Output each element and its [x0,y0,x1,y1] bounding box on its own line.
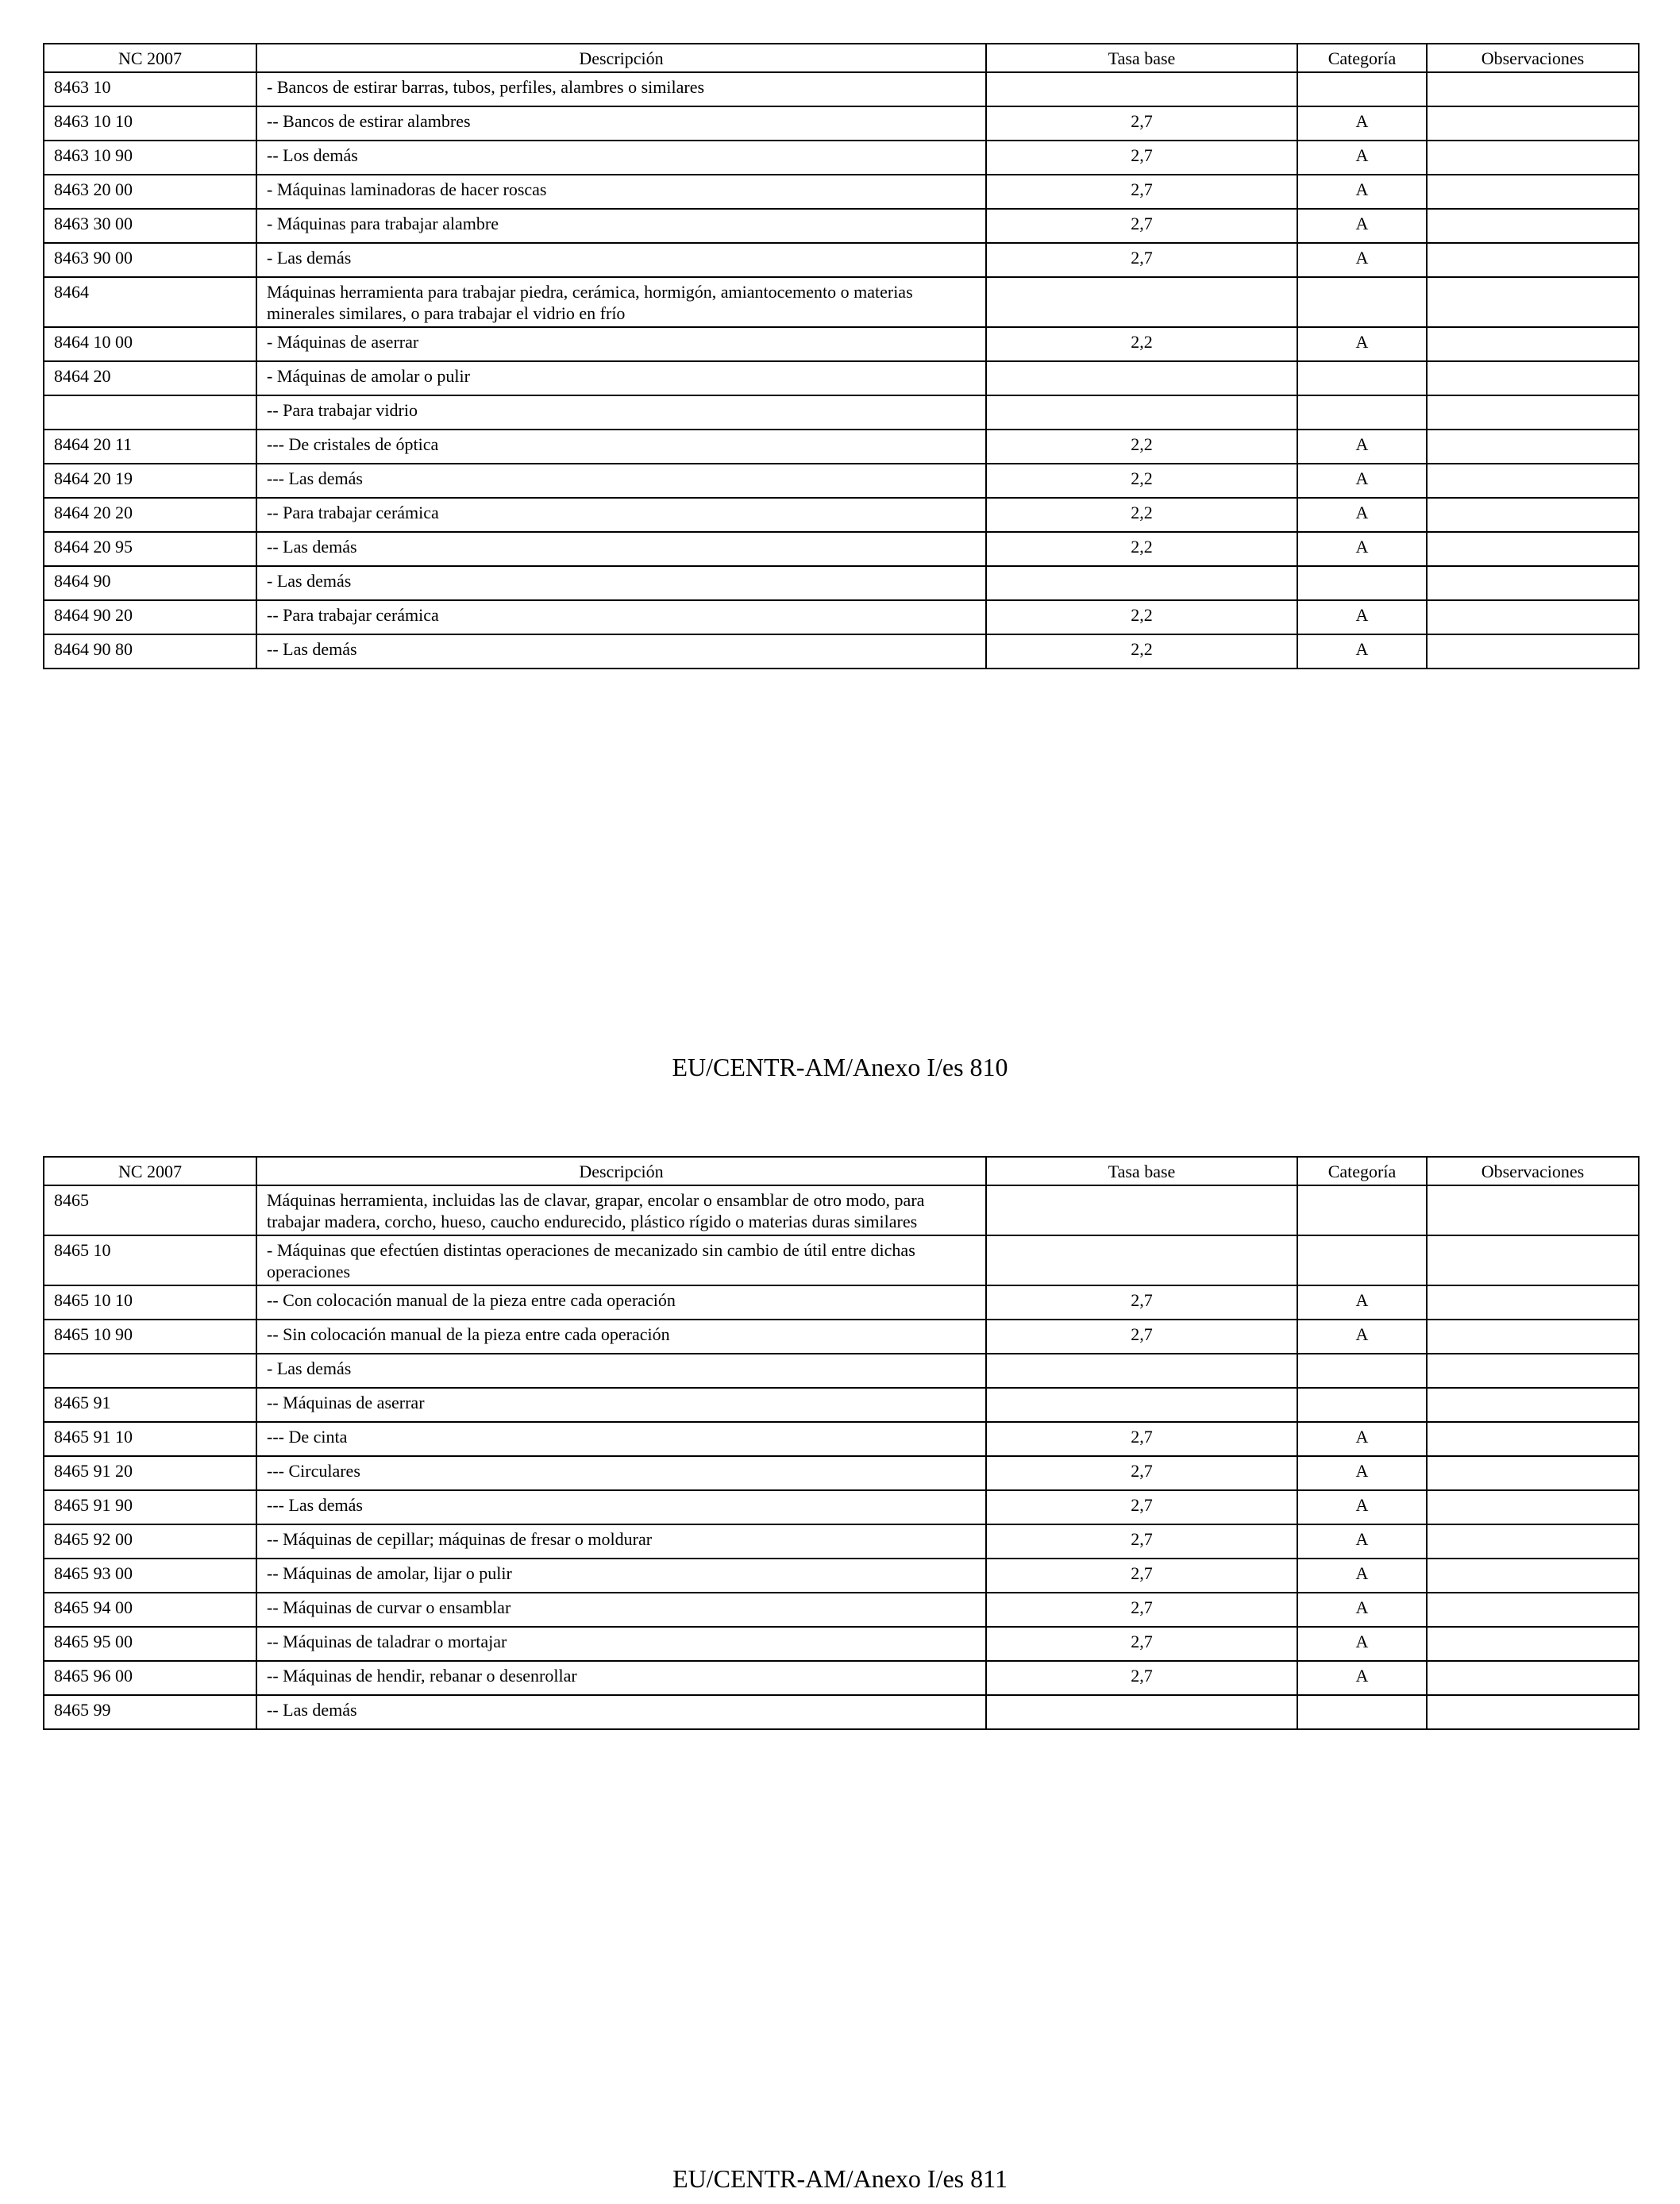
table-row [44,1524,1639,1559]
cell-description: --- Las demás [256,1490,986,1524]
header-base-rate: Tasa base [986,44,1297,72]
table-row [44,600,1639,634]
cell-description: -- Sin colocación manual de la pieza entre cada operación [256,1320,986,1354]
cell-description: Máquinas herramienta, incluidas las de clavar, grapar, encolar o ensamblar de otro modo, para trabajar madera, corcho, hueso, caucho endurecido, plástico rígido o materias duras similares [256,1185,986,1235]
table-row [44,634,1639,669]
header-description: Descripción [256,44,986,72]
cell-nc-code [44,1354,256,1388]
table-row [44,175,1639,209]
cell-category: A [1297,498,1427,532]
cell-base-rate [986,277,1297,327]
cell-base-rate: 2,7 [986,1524,1297,1559]
table-header-row [44,1157,1639,1185]
cell-base-rate: 2,7 [986,1490,1297,1524]
table-row [44,1422,1639,1456]
cell-base-rate [986,1235,1297,1285]
cell-nc-code: 8464 20 [44,361,256,395]
cell-nc-code [44,395,256,430]
table-row [44,1695,1639,1729]
cell-description: - Máquinas de aserrar [256,327,986,361]
table-row [44,1235,1639,1285]
cell-nc-code: 8465 91 [44,1388,256,1422]
table-row [44,1185,1639,1235]
cell-observations [1427,1593,1639,1627]
cell-observations [1427,498,1639,532]
cell-nc-code: 8465 [44,1185,256,1235]
cell-nc-code: 8465 91 20 [44,1456,256,1490]
cell-description: -- Máquinas de curvar o ensamblar [256,1593,986,1627]
table-body [44,72,1639,669]
cell-category [1297,1185,1427,1235]
cell-observations [1427,395,1639,430]
cell-category: A [1297,1524,1427,1559]
cell-nc-code: 8463 90 00 [44,243,256,277]
cell-nc-code: 8465 92 00 [44,1524,256,1559]
header-category: Categoría [1297,1157,1427,1185]
table-header-row [44,44,1639,72]
cell-description: -- Para trabajar cerámica [256,498,986,532]
cell-description: - Las demás [256,1354,986,1388]
cell-observations [1427,532,1639,566]
cell-category: A [1297,327,1427,361]
cell-base-rate [986,72,1297,106]
cell-base-rate: 2,7 [986,1593,1297,1627]
cell-category [1297,1235,1427,1285]
cell-category: A [1297,1627,1427,1661]
cell-category [1297,1695,1427,1729]
cell-observations [1427,327,1639,361]
table-row [44,1354,1639,1388]
cell-observations [1427,1627,1639,1661]
cell-base-rate: 2,2 [986,464,1297,498]
cell-base-rate: 2,7 [986,1320,1297,1354]
cell-nc-code: 8465 95 00 [44,1627,256,1661]
cell-category: A [1297,1285,1427,1320]
cell-observations [1427,1422,1639,1456]
table-row [44,141,1639,175]
cell-observations [1427,243,1639,277]
cell-category: A [1297,106,1427,141]
cell-nc-code: 8465 91 10 [44,1422,256,1456]
cell-description: -- Máquinas de taladrar o mortajar [256,1627,986,1661]
cell-description: -- Máquinas de hendir, rebanar o desenrollar [256,1661,986,1695]
cell-description: - Máquinas para trabajar alambre [256,209,986,243]
table-row [44,1388,1639,1422]
cell-base-rate: 2,2 [986,430,1297,464]
page-footer-810: EU/CENTR-AM/Anexo I/es 810 [672,1053,1008,1081]
cell-description: -- Máquinas de cepillar; máquinas de fresar o moldurar [256,1524,986,1559]
cell-base-rate [986,1185,1297,1235]
header-observations: Observaciones [1427,44,1639,72]
cell-description: -- Las demás [256,1695,986,1729]
cell-category [1297,1388,1427,1422]
cell-nc-code: 8465 96 00 [44,1661,256,1695]
cell-observations [1427,430,1639,464]
cell-nc-code: 8463 10 [44,72,256,106]
cell-description: -- Máquinas de amolar, lijar o pulir [256,1559,986,1593]
cell-description: - Las demás [256,566,986,600]
cell-category [1297,395,1427,430]
cell-observations [1427,72,1639,106]
cell-nc-code: 8463 20 00 [44,175,256,209]
cell-category: A [1297,175,1427,209]
cell-observations [1427,464,1639,498]
cell-nc-code: 8464 10 00 [44,327,256,361]
cell-observations [1427,634,1639,669]
table-row [44,361,1639,395]
table-row [44,1593,1639,1627]
cell-observations [1427,141,1639,175]
cell-category: A [1297,1593,1427,1627]
cell-observations [1427,566,1639,600]
cell-description: -- Para trabajar vidrio [256,395,986,430]
cell-observations [1427,106,1639,141]
header-nc: NC 2007 [44,1157,256,1185]
tariff-table-page-810 [43,43,1640,669]
cell-base-rate: 2,7 [986,1661,1297,1695]
cell-observations [1427,361,1639,395]
cell-description: -- Máquinas de aserrar [256,1388,986,1422]
cell-category: A [1297,464,1427,498]
cell-description: --- De cinta [256,1422,986,1456]
cell-observations [1427,1559,1639,1593]
cell-observations [1427,277,1639,327]
cell-base-rate: 2,7 [986,141,1297,175]
cell-description: - Bancos de estirar barras, tubos, perfiles, alambres o similares [256,72,986,106]
page-footer-811: EU/CENTR-AM/Anexo I/es 811 [672,2164,1008,2193]
cell-category: A [1297,1422,1427,1456]
cell-nc-code: 8464 20 20 [44,498,256,532]
cell-base-rate: 2,7 [986,1559,1297,1593]
cell-base-rate: 2,7 [986,1285,1297,1320]
table-row [44,1456,1639,1490]
cell-description: --- De cristales de óptica [256,430,986,464]
cell-base-rate: 2,2 [986,532,1297,566]
table-row [44,395,1639,430]
cell-base-rate: 2,7 [986,1422,1297,1456]
cell-nc-code: 8464 90 [44,566,256,600]
cell-nc-code: 8465 99 [44,1695,256,1729]
cell-base-rate: 2,7 [986,1627,1297,1661]
cell-description: --- Las demás [256,464,986,498]
header-base-rate: Tasa base [986,1157,1297,1185]
cell-description: - Máquinas de amolar o pulir [256,361,986,395]
table-row [44,430,1639,464]
cell-category [1297,1354,1427,1388]
cell-base-rate [986,566,1297,600]
cell-nc-code: 8465 94 00 [44,1593,256,1627]
cell-observations [1427,1285,1639,1320]
cell-nc-code: 8463 10 90 [44,141,256,175]
cell-category: A [1297,430,1427,464]
table-row [44,1661,1639,1695]
cell-category [1297,566,1427,600]
cell-base-rate: 2,7 [986,209,1297,243]
table-row [44,277,1639,327]
header-nc: NC 2007 [44,44,256,72]
table-row [44,566,1639,600]
cell-nc-code: 8464 20 11 [44,430,256,464]
cell-nc-code: 8465 10 [44,1235,256,1285]
cell-nc-code: 8465 93 00 [44,1559,256,1593]
cell-observations [1427,1490,1639,1524]
table-row [44,498,1639,532]
cell-description: Máquinas herramienta para trabajar piedra, cerámica, hormigón, amiantocemento o materias minerales similares, o para trabajar el vidrio en frío [256,277,986,327]
cell-description: -- Bancos de estirar alambres [256,106,986,141]
cell-base-rate: 2,2 [986,600,1297,634]
tariff-table-page-811 [43,1156,1640,1730]
table-row [44,532,1639,566]
cell-category: A [1297,1320,1427,1354]
cell-base-rate: 2,7 [986,175,1297,209]
cell-base-rate: 2,7 [986,243,1297,277]
cell-observations [1427,1388,1639,1422]
cell-observations [1427,1661,1639,1695]
cell-nc-code: 8465 91 90 [44,1490,256,1524]
cell-nc-code: 8465 10 90 [44,1320,256,1354]
cell-observations [1427,1456,1639,1490]
table-row [44,243,1639,277]
table-row [44,464,1639,498]
table-row [44,1285,1639,1320]
cell-base-rate: 2,2 [986,498,1297,532]
cell-description: -- Para trabajar cerámica [256,600,986,634]
cell-category: A [1297,1559,1427,1593]
cell-base-rate [986,1388,1297,1422]
cell-observations [1427,1524,1639,1559]
cell-observations [1427,1185,1639,1235]
table-row [44,1320,1639,1354]
cell-base-rate [986,1695,1297,1729]
header-observations: Observaciones [1427,1157,1639,1185]
cell-description: - Máquinas laminadoras de hacer roscas [256,175,986,209]
table-row [44,72,1639,106]
cell-base-rate: 2,7 [986,106,1297,141]
cell-description: - Las demás [256,243,986,277]
cell-observations [1427,1235,1639,1285]
cell-category [1297,277,1427,327]
cell-nc-code: 8463 10 10 [44,106,256,141]
cell-nc-code: 8464 90 20 [44,600,256,634]
cell-category: A [1297,243,1427,277]
cell-category: A [1297,141,1427,175]
cell-category: A [1297,1661,1427,1695]
cell-description: - Máquinas que efectúen distintas operaciones de mecanizado sin cambio de útil entre dichas operaciones [256,1235,986,1285]
cell-category: A [1297,634,1427,669]
cell-observations [1427,209,1639,243]
cell-description: --- Circulares [256,1456,986,1490]
cell-base-rate [986,395,1297,430]
cell-nc-code: 8463 30 00 [44,209,256,243]
cell-category: A [1297,600,1427,634]
table-row [44,1627,1639,1661]
table-row [44,209,1639,243]
table-row [44,1559,1639,1593]
cell-observations [1427,1320,1639,1354]
cell-description: -- Las demás [256,532,986,566]
header-category: Categoría [1297,44,1427,72]
cell-nc-code: 8464 [44,277,256,327]
cell-description: -- Los demás [256,141,986,175]
cell-category: A [1297,532,1427,566]
cell-nc-code: 8464 20 19 [44,464,256,498]
cell-base-rate [986,361,1297,395]
cell-nc-code: 8464 90 80 [44,634,256,669]
table-row [44,106,1639,141]
cell-observations [1427,600,1639,634]
cell-category [1297,72,1427,106]
cell-observations [1427,175,1639,209]
cell-nc-code: 8465 10 10 [44,1285,256,1320]
table-row [44,327,1639,361]
cell-base-rate: 2,2 [986,327,1297,361]
cell-category: A [1297,209,1427,243]
table-body [44,1185,1639,1729]
cell-category: A [1297,1456,1427,1490]
cell-observations [1427,1354,1639,1388]
cell-observations [1427,1695,1639,1729]
table-row [44,1490,1639,1524]
cell-base-rate [986,1354,1297,1388]
cell-base-rate: 2,7 [986,1456,1297,1490]
cell-category [1297,361,1427,395]
header-description: Descripción [256,1157,986,1185]
cell-base-rate: 2,2 [986,634,1297,669]
cell-description: -- Con colocación manual de la pieza entre cada operación [256,1285,986,1320]
cell-description: -- Las demás [256,634,986,669]
cell-category: A [1297,1490,1427,1524]
cell-nc-code: 8464 20 95 [44,532,256,566]
